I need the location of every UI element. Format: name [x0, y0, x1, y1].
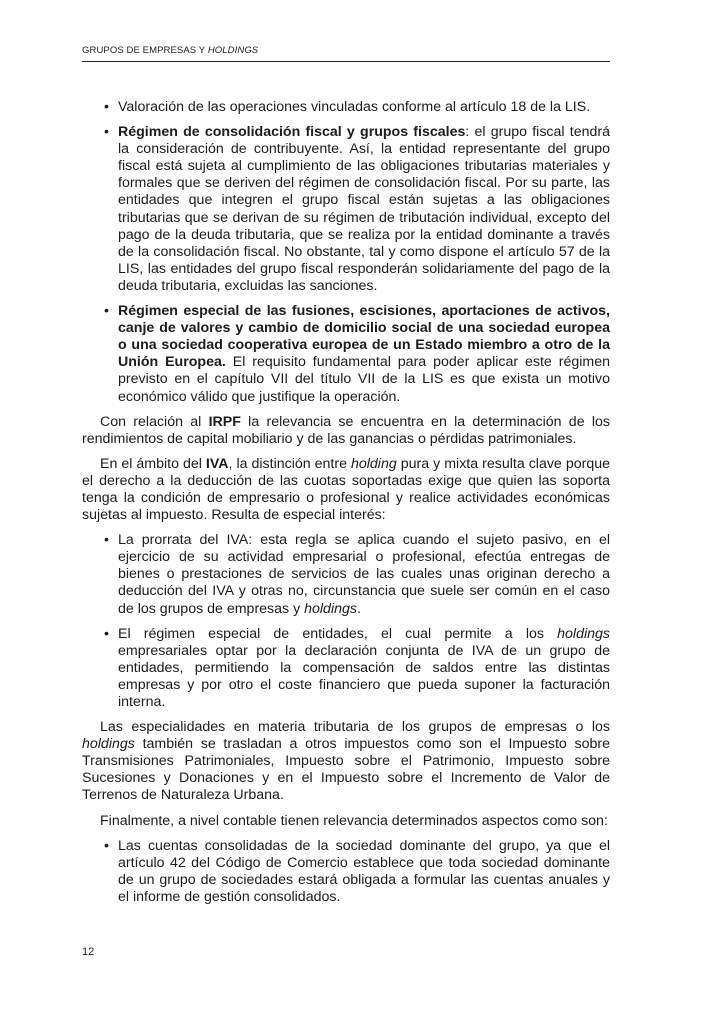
header-title-italic: HOLDINGS — [207, 45, 259, 56]
list-item — [118, 838, 610, 906]
italic-term: holdings — [304, 600, 357, 617]
page-body — [82, 99, 610, 914]
list-item — [118, 626, 610, 711]
running-header — [82, 45, 610, 56]
text-span: En el ámbito del — [100, 455, 206, 472]
bullet-list-iva — [82, 532, 610, 711]
text-span: Las especialidades en materia tributaria de los grupos de empresas o los — [100, 719, 610, 736]
list-item — [118, 303, 610, 406]
item-text: Valoración de las operaciones vinculadas conforme al artículo 18 de la LIS. — [118, 99, 591, 115]
text-span: Con relación al — [100, 413, 209, 430]
paragraph-irpf — [82, 414, 610, 448]
paragraph-iva — [82, 456, 610, 524]
list-item — [118, 124, 610, 295]
text-span: pura y mixta resulta clave porque el derecho a la deducción de las cuotas soportadas exige que quien las soporta tenga la condición de empresario o profesional y realice actividades económicas sujetas al impuesto. Resulta de especial interés: — [82, 455, 610, 524]
bold-term: IVA — [205, 455, 229, 472]
item-text: empresariales optar por la declaración conjunta de IVA de un grupo de entidades, permitiendo la compensación de saldos entre las distintas empresas y por otro el coste financiero que pueda suponer la facturación interna. — [118, 642, 610, 710]
bold-term: IRPF — [208, 413, 241, 430]
bullet-list-lis — [82, 99, 610, 406]
item-text: Las cuentas consolidadas de la sociedad dominante del grupo, ya que el artículo 42 del Código de Comercio establece que toda sociedad dominante de un grupo de sociedades estará obligada a formular las cuentas anuales y el informe de gestión consolidados. — [118, 837, 610, 905]
item-bold-lead: Régimen de consolidación fiscal y grupos fiscales — [118, 124, 466, 141]
italic-term: holding — [350, 455, 397, 472]
list-item — [118, 532, 610, 617]
page-number: 12 — [82, 946, 95, 958]
item-text: El requisito fundamental para poder aplicar este régimen previsto en el capítulo VII del título VII de la LIS es que exista un motivo económico válido que justifique la operación. — [118, 354, 610, 405]
header-title: GRUPOS DE EMPRESAS Y — [82, 45, 208, 56]
header-divider — [82, 61, 610, 62]
paragraph-other-taxes — [82, 719, 610, 804]
item-text: . — [356, 600, 361, 617]
italic-term: holdings — [82, 736, 135, 753]
item-text: La prorrata del IVA: esta regla se aplica cuando el sujeto pasivo, en el ejercicio de su actividad empresarial o profesional, efectúa entregas de bienes o prestaciones de servicios de las cuales unas originan derecho a deducción del IVA y otras no, circunstancia que suele ser común en el caso de los grupos de empresas y — [118, 532, 610, 617]
item-bold-lead: Régimen especial de las fusiones, escisiones, aportaciones de activos, canje de valores y cambio de domicilio social de una sociedad europea o una sociedad cooperativa europea de un Estado miembro a otro de la Unión Europea. — [118, 303, 610, 371]
bullet-list-accounting — [82, 838, 610, 906]
text-span: también se trasladan a otros impuestos como son el Impuesto sobre Transmisiones Patrimoniales, Impuesto sobre el Patrimonio, Impuesto sobre Sucesiones y Donaciones y en el Impuesto sobre el Incremento de Valor de Terrenos de Naturaleza Urbana. — [82, 736, 610, 804]
item-text: El régimen especial de entidades, el cual permite a los — [118, 625, 558, 642]
item-text: : el grupo fiscal tendrá la consideración de contribuyente. Así, la entidad representante del grupo fiscal está sujeta al cumplimiento de las obligaciones tributarias materiales y formales que se deriven del régimen de consolidación fiscal. Por su parte, las entidades que integren el grupo fiscal están sujetas a las obligaciones tributarias que se derivan de su régimen de tributación individual, excepto del pago de la deuda tributaria, que se realiza por la entidad dominante a través de la consolidación fiscal. No obstante, tal y como dispone el artículo 57 de la LIS, las entidades del grupo fiscal responderán solidariamente del pago de la deuda tributaria, excluidas las sanciones. — [118, 124, 610, 294]
italic-term: holdings — [557, 625, 610, 642]
list-item — [118, 99, 610, 116]
text-span: la relevancia se encuentra en la determinación de los rendimientos de capital mobiliario y de las ganancias o pérdidas patrimoniales. — [82, 413, 610, 447]
text-span: , la distinción entre — [228, 455, 351, 472]
paragraph-accounting: Finalmente, a nivel contable tienen relevancia determinados aspectos como son: — [100, 812, 608, 829]
